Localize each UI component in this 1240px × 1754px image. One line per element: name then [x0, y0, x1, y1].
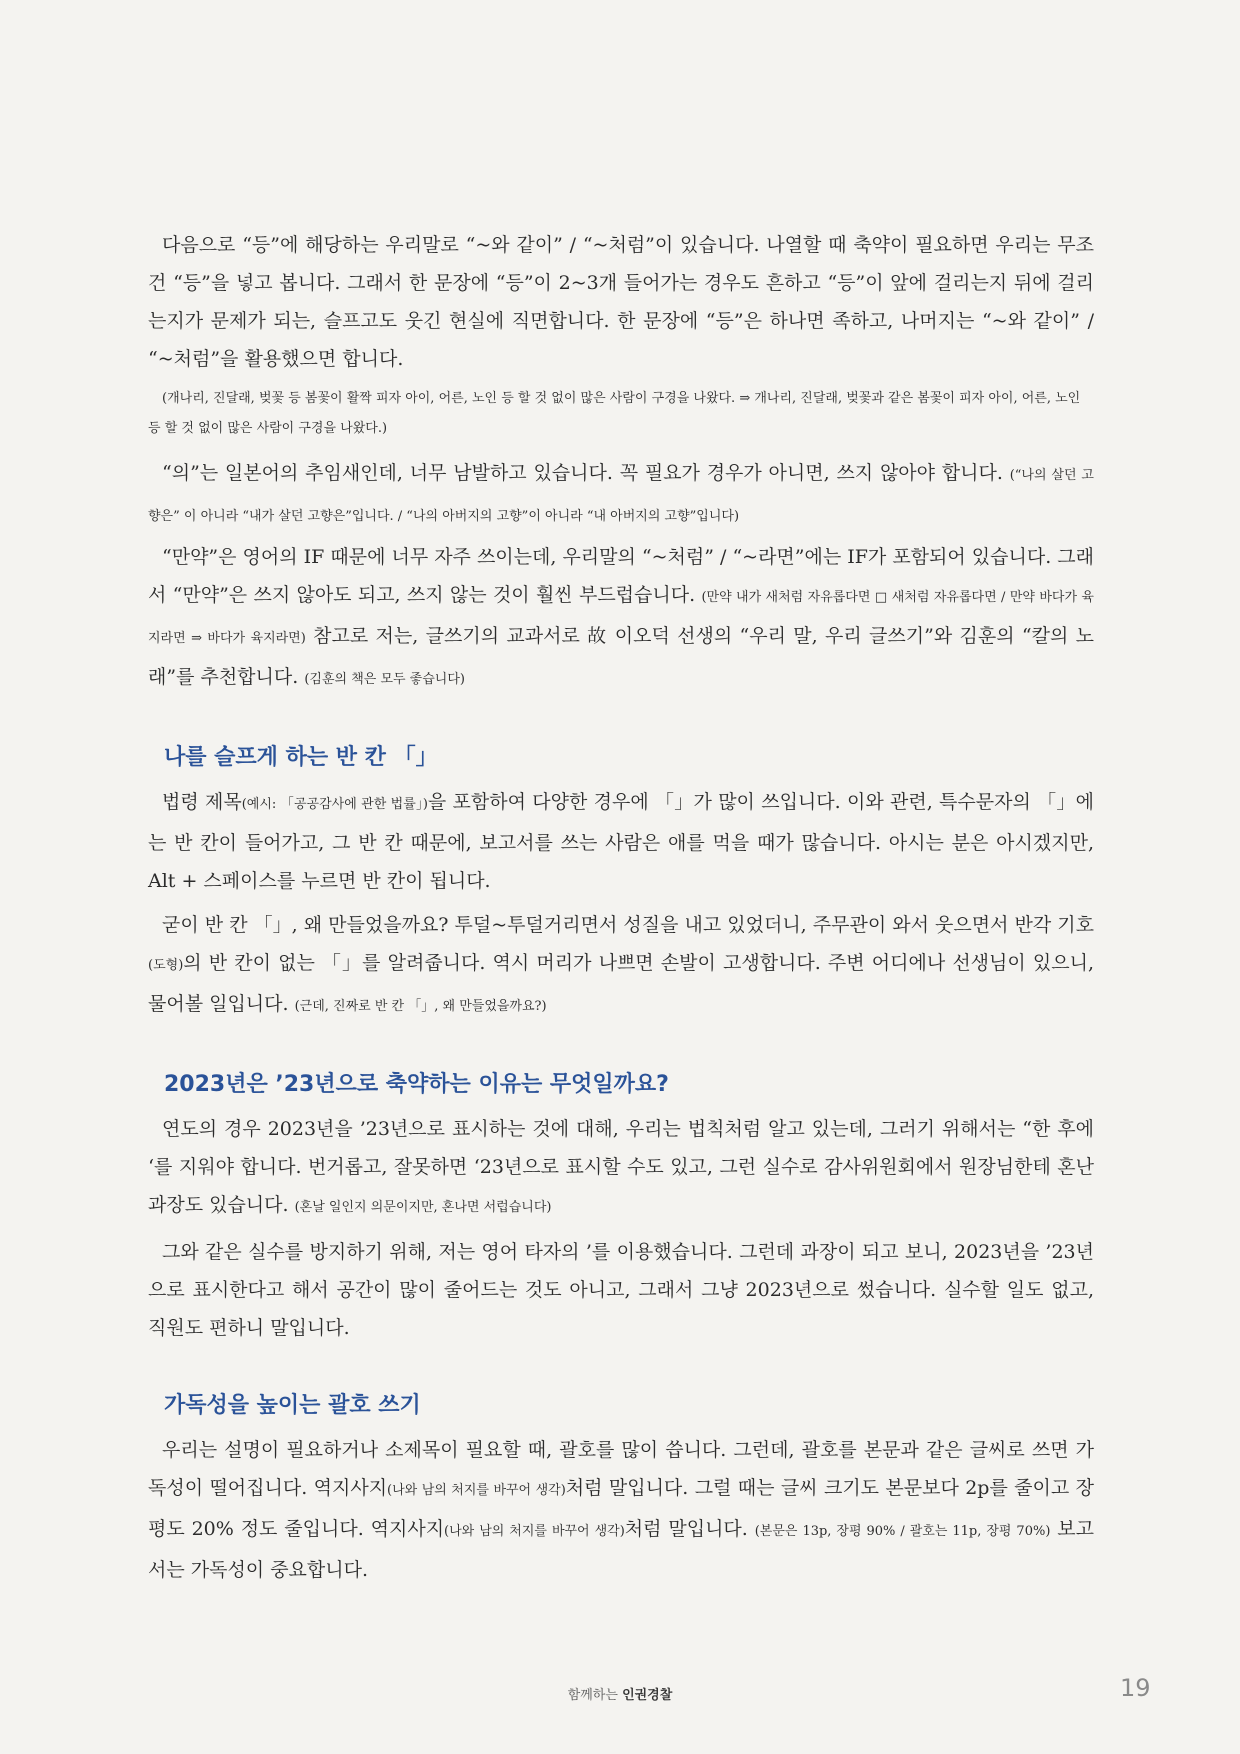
- footer-brand: 인권경찰: [622, 1688, 673, 1703]
- inline-note: (도형): [148, 958, 184, 973]
- example-note-deung: [148, 384, 1094, 444]
- inline-note: (나와 남의 처지를 바꾸어 생각): [444, 1524, 625, 1539]
- paragraph-text: 처럼 말입니다.: [624, 1518, 755, 1540]
- paragraph-text: 참고로 저는, 글쓰기의 교과서로 故 이오덕 선생의 “우리 말, 우리 글쓰기”와 김훈의 “칼의 노래”를 추천합니다.: [148, 625, 1095, 688]
- note-text: (개나리, 진달래, 벚꽃 등 봄꽃이 활짝 피자 아이, 어른, 노인 등 할 것 없이 많은 사람이 구경을 나왔다. ⇒ 개나리, 진달래, 벚꽃과 같은 봄꽃이 피자 아이, 어른, 노인 등 할 것 없이 많은 사람이 구경을 나왔다.): [148, 391, 1081, 436]
- paragraph-why-half-space: [148, 906, 1094, 1026]
- paragraph-parentheses: [148, 1431, 1094, 1589]
- paragraph-text: 을 포함하여 다양한 경우에 「」가 많이 쓰입니다. 이와 관련, 특수문자의 「」에는 반 칸이 들어가고, 그 반 칸 때문에, 보고서를 쓰는 사람은 애를 먹을 때가 많습니다. 아시는 분은 아시겠지만, Alt + 스페이스를 누르면 반 칸이 됩니다.: [148, 791, 1094, 892]
- section-heading-year-abbrev: 2023년은 ’23년으로 축약하는 이유는 무엇일까요?: [164, 1072, 669, 1097]
- footer-publication-label: [0, 1684, 1240, 1703]
- section-heading-half-space: 나를 슬프게 하는 반 칸 「」: [164, 745, 438, 770]
- paragraph-text: 처럼 말입니다. 그럴 때는 글씨 크기도 본문보다 2p를 줄이고 장평도 20% 정도 줄입니다. 역지사지: [148, 1477, 1094, 1540]
- inline-note: (만약 내가 새처럼 자유롭다면 □ 새처럼 자유롭다면 / 만약 바다가 육지라면 ⇒ 바다가 육지라면): [148, 590, 1094, 646]
- paragraph-text: 굳이 반 칸 「」, 왜 만들었을까요? 투덜~투덜거리면서 성질을 내고 있었더니, 주무관이 와서 웃으면서 반각 기호: [162, 914, 1094, 936]
- inline-note: (혼날 일인지 의문이지만, 혼나면 서럽습니다): [294, 1200, 552, 1215]
- inline-note: (근데, 진짜로 반 칸 「」, 왜 만들었을까요?): [294, 999, 547, 1014]
- inline-note: (예시: 「공공감사에 관한 법률」): [241, 797, 428, 812]
- section-heading-parentheses: 가독성을 높이는 괄호 쓰기: [164, 1393, 421, 1418]
- document-body: [148, 226, 1094, 1595]
- paragraph-text: “만약”은 영어의 IF 때문에 너무 자주 쓰이는데, 우리말의 “~처럼” / “~라면”에는 IF가 포함되어 있습니다. 그래서 “만약”은 쓰지 않아도 되고, 쓰지 않는 것이 훨씬 부드럽습니다.: [148, 546, 1094, 606]
- paragraph-text: 그와 같은 실수를 방지하기 위해, 저는 영어 타자의 ’를 이용했습니다. 그런데 과장이 되고 보니, 2023년을 ’23년으로 표시한다고 해서 공간이 많이 줄어드는 것도 아니고, 그래서 그냥 2023년으로 썼습니다. 실수할 일도 없고, 직원도 편하니 말입니다.: [148, 1241, 1094, 1339]
- paragraph-text: 법령 제목: [162, 791, 242, 813]
- page-number: 19: [1120, 1674, 1151, 1702]
- paragraph-ui: [148, 454, 1094, 536]
- paragraph-manyak: [148, 538, 1094, 699]
- inline-note: (나와 남의 처지를 바꾸어 생각): [387, 1483, 566, 1498]
- paragraph-apostrophe: [148, 1233, 1094, 1347]
- paragraph-text: “의”는 일본어의 추임새인데, 너무 남발하고 있습니다. 꼭 필요가 경우가 아니면, 쓰지 않아야 합니다.: [162, 462, 1010, 484]
- paragraph-text: 의 반 칸이 없는 「」를 알려줍니다. 역시 머리가 나쁘면 손발이 고생합니다. 주변 어디에나 선생님이 있으니, 물어볼 일입니다.: [148, 952, 1094, 1015]
- footer-prefix: 함께하는: [567, 1688, 623, 1703]
- paragraph-text: 우리는 설명이 필요하거나 소제목이 필요할 때, 괄호를 많이 씁니다. 그런데, 괄호를 본문과 같은 글씨로 쓰면 가독성이 떨어집니다. 역지사지: [148, 1439, 1094, 1499]
- inline-note: (김훈의 책은 모두 좋습니다): [304, 672, 465, 687]
- paragraph-deung: [148, 226, 1094, 378]
- inline-note: (“나의 살던 고향은” 이 아니라 “내가 살던 고향은”입니다. / “나의 아버지의 고향”이 아니라 “내 아버지의 고향”입니다): [148, 468, 1094, 524]
- paragraph-text: 연도의 경우 2023년을 ’23년으로 표시하는 것에 대해, 우리는 법칙처럼 알고 있는데, 그러기 위해서는 “한 후에 ‘를 지워야 합니다. 번거롭고, 잘못하면 ‘23년으로 표시할 수도 있고, 그런 실수로 감사위원회에서 원장님한테 혼난 과장도 있습니다.: [148, 1118, 1094, 1216]
- inline-note: (본문은 13p, 장평 90% / 괄호는 11p, 장평 70%): [754, 1524, 1051, 1539]
- paragraph-text: 보고서는 가독성이 중요합니다.: [148, 1518, 1094, 1581]
- paragraph-law-title: [148, 783, 1094, 900]
- paragraph-year-format: [148, 1110, 1094, 1227]
- paragraph-text: 다음으로 “등”에 해당하는 우리말로 “~와 같이” / “~처럼”이 있습니다. 나열할 때 축약이 필요하면 우리는 무조건 “등”을 넣고 봅니다. 그래서 한 문장에 “등”이 2~3개 들어가는 경우도 흔하고 “등”이 앞에 걸리는지 뒤에 걸리는지가 문제가 되는, 슬프고도 웃긴 현실에 직면합니다. 한 문장에 “등”은 하나면 족하고, 나머지는 “~와 같이” / “~처럼”을 활용했으면 합니다.: [148, 234, 1094, 370]
